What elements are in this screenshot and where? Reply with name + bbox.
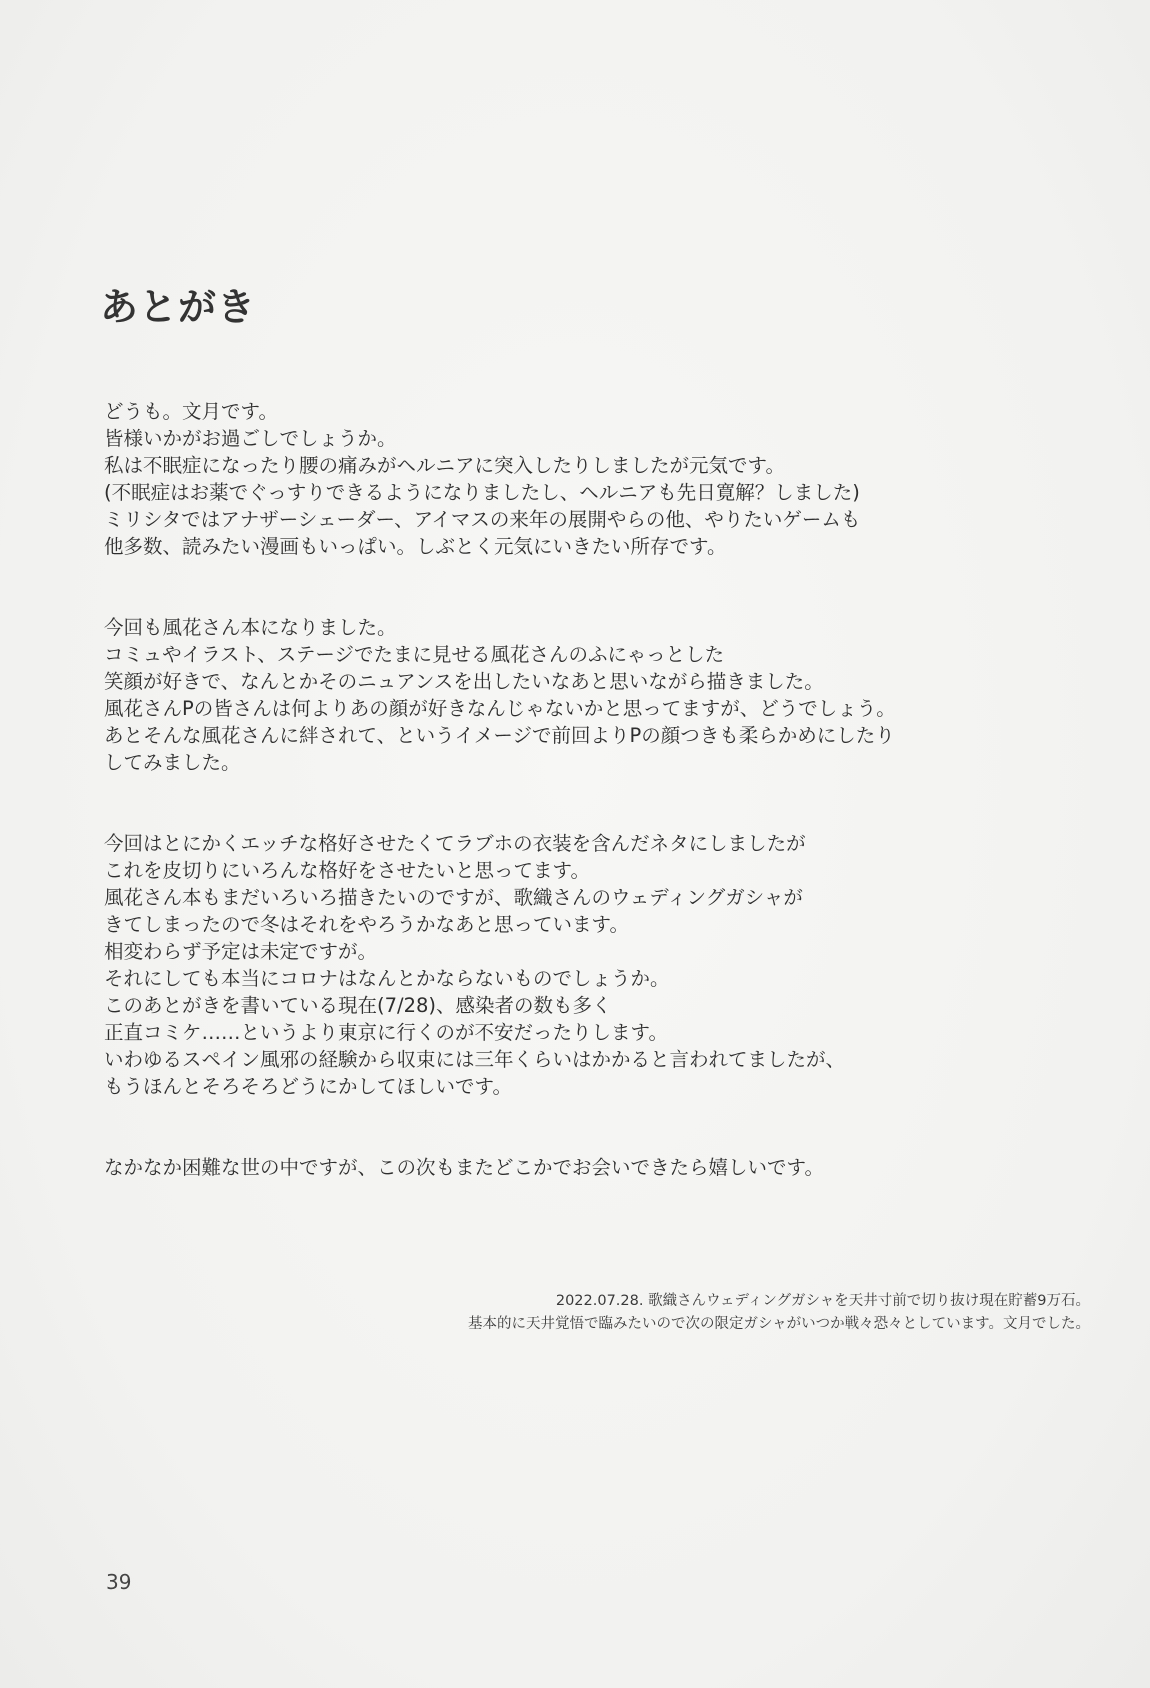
text-line: どうも。文月です。 [104,400,278,423]
paragraph-about-book [104,614,1024,776]
text-line: 正直コミケ……というより東京に行くのが不安だったりします。 [104,1021,668,1044]
text-line: なかなか困難な世の中ですが、この次もまたどこかでお会いできたら嬉しいです。 [104,1156,824,1179]
text-line: もうほんとそろそろどうにかしてほしいです。 [104,1075,512,1098]
text-line: きてしまったので冬はそれをやろうかなあと思っています。 [104,913,629,936]
text-line: このあとがきを書いている現在(7/28)、感染者の数も多く [104,994,612,1017]
text-line: コミュやイラスト、ステージでたまに見せる風花さんのふにゃっとした [104,643,725,666]
text-line: ミリシタではアナザーシェーダー、アイマスの来年の展開やらの他、やりたいゲームも [104,508,861,531]
text-line: 皆様いかがお過ごしでしょうか。 [104,427,397,450]
text-line: 今回も風花さん本になりました。 [104,616,397,639]
text-line: 今回はとにかくエッチな格好させたくてラブホの衣装を含んだネタにしましたが [104,832,806,855]
text-line: 私は不眠症になったり腰の痛みがヘルニアに突入したりしましたが元気です。 [104,454,785,477]
footnote [468,1290,1090,1336]
afterword-body [104,398,1024,1235]
paragraph-closing [104,1154,1024,1181]
text-line: 他多数、読みたい漫画もいっぱい。しぶとく元気にいきたい所存です。 [104,535,727,558]
footnote-line: 基本的に天井覚悟で臨みたいので次の限定ガシャがいつか戦々恐々としています。文月でした。 [467,1316,1090,1332]
text-line: あとそんな風花さんに絆されて、というイメージで前回よりPの顔つきも柔らかめにしたり [104,724,895,747]
text-line: 相変わらず予定は未定ですが。 [104,940,378,963]
text-line: (不眠症はお薬でぐっすりできるようになりましたし、ヘルニアも先日寛解？しました) [104,481,860,504]
text-line: してみました。 [104,751,241,774]
paragraph-greeting [104,398,1024,560]
text-line: 風花さん本もまだいろいろ描きたいのですが、歌織さんのウェディングガシャが [104,886,803,909]
text-line: いわゆるスペイン風邪の経験から収束には三年くらいはかかると言われてましたが、 [104,1048,846,1071]
page-number: 39 [106,1570,132,1594]
text-line: それにしても本当にコロナはなんとかならないものでしょうか。 [104,967,670,990]
footnote-line: 2022.07.28. 歌織さんウェディングガシャを天井寸前で切り抜け現在貯蓄9万石。 [555,1293,1090,1309]
paragraph-plans [104,830,1024,1100]
text-line: 風花さんPの皆さんは何よりあの顔が好きなんじゃないかと思ってますが、どうでしょう。 [104,697,896,720]
text-line: 笑顔が好きで、なんとかそのニュアンスを出したいなあと思いながら描きました。 [104,670,824,693]
page-title: あとがき [100,285,257,329]
text-line: これを皮切りにいろんな格好をさせたいと思ってます。 [104,859,590,882]
